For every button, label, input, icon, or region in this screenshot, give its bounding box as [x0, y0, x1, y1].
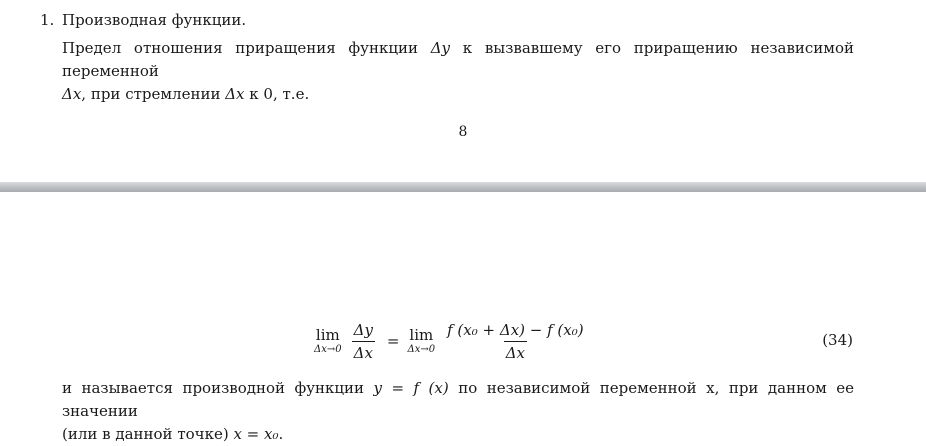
limit-subscript: Δx→0 — [314, 344, 342, 355]
math-delta-x: Δx — [62, 85, 82, 103]
list-item-title: Производная функции. — [62, 11, 247, 29]
page-separator — [0, 182, 926, 192]
limit-operator — [314, 326, 342, 356]
derivative-equation — [314, 318, 590, 364]
paragraph-line — [62, 377, 854, 423]
fraction-dy-dx — [352, 321, 375, 362]
equals-sign: = — [386, 332, 400, 350]
math-y-equals-fx: y = f (x) — [373, 379, 449, 397]
math-delta-y: Δy — [430, 39, 451, 57]
math-x-equals-x0: x = x₀ — [233, 425, 279, 443]
math-delta-x: Δx — [225, 85, 245, 103]
text-run: к вызвавшему его приращению независимой переменной — [62, 39, 854, 80]
limit-word: lim — [409, 326, 434, 344]
fraction-denominator: Δx — [504, 341, 527, 362]
text-run: (или в данной точке) — [62, 425, 234, 443]
text-run: Предел отношения приращения функции — [62, 39, 431, 57]
list-item-number: 1. — [40, 11, 55, 29]
text-run: , при стремлении — [81, 85, 226, 103]
fraction-denominator: Δx — [352, 341, 375, 362]
fraction-difference-quotient — [445, 321, 586, 362]
text-run: . — [278, 425, 284, 443]
definition-paragraph — [62, 37, 854, 106]
page-number: 8 — [458, 124, 468, 140]
conclusion-paragraph — [62, 377, 854, 446]
page-8-bottom — [0, 0, 926, 182]
text-run: и называется производной функции — [62, 379, 374, 397]
list-item-heading — [40, 11, 246, 29]
paragraph-line — [62, 37, 854, 83]
fraction-numerator: f (x₀ + Δx) − f (x₀) — [447, 320, 584, 339]
paragraph-line — [62, 83, 854, 106]
text-run: к 0, т.е. — [244, 85, 310, 103]
limit-word: lim — [315, 326, 340, 344]
limit-subscript: Δx→0 — [407, 344, 436, 355]
text-run: по независимой переменной x, при данном ее значении — [62, 379, 855, 420]
fraction-numerator: Δy — [353, 320, 373, 339]
limit-operator — [408, 326, 436, 356]
paragraph-line — [62, 423, 854, 446]
equation-number: (34) — [822, 331, 853, 349]
